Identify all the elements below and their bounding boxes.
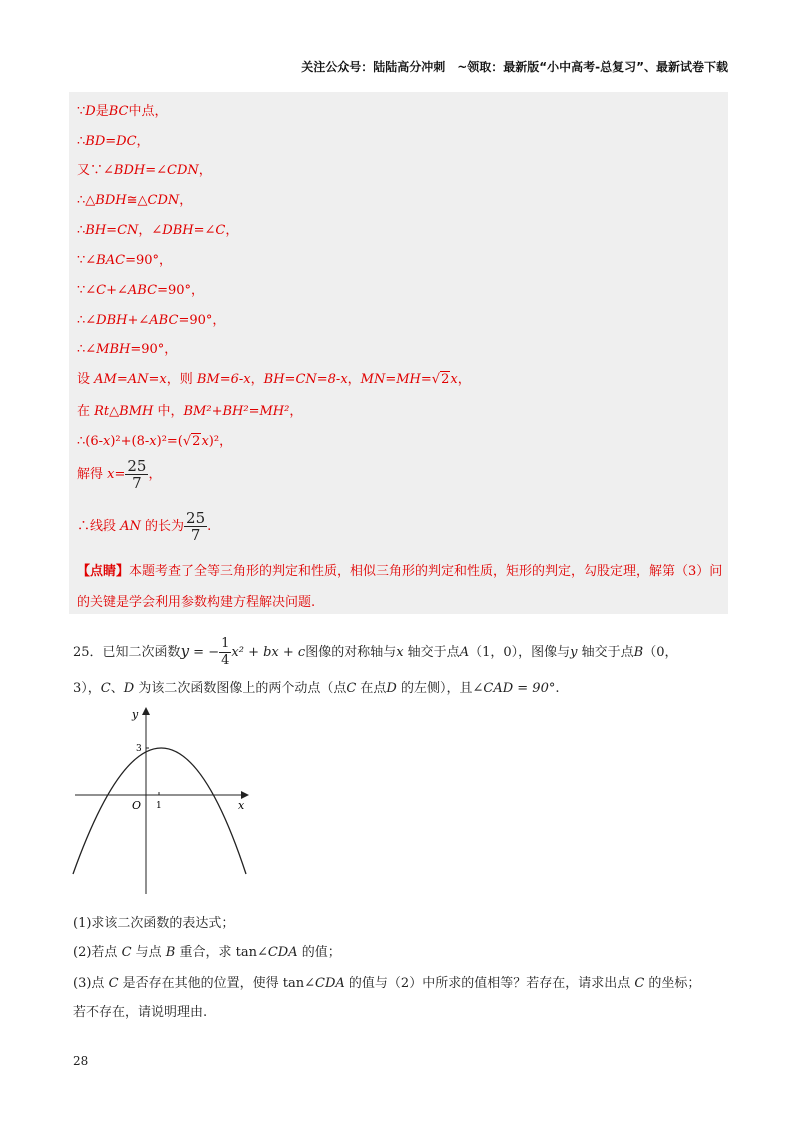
- fraction: $\frac{25}{7}$: [127, 457, 147, 492]
- question-part-3-continued: 若不存在，请说明理由.: [73, 1005, 208, 1020]
- solution-line-6: ∵∠BAC=90°，: [77, 253, 172, 268]
- solution-line-10: 设 AM=AN=x，则 BM=6-x，BH=CN=8-x，MN=MH=√2x，: [77, 372, 471, 387]
- x-axis-label: x: [238, 799, 245, 812]
- solution-line-11: 在 Rt△BMH 中，BM²+BH²=MH²，: [77, 404, 303, 419]
- parabola-graph: [70, 704, 260, 899]
- sqrt-symbol: √2: [182, 434, 201, 449]
- page-header: 关注公众号：陆陆高分冲刺 ~领取：最新版“小中高考-总复习”、最新试卷下载: [301, 60, 728, 74]
- question-part-1: (1)求该二次函数的表达式；: [73, 916, 235, 931]
- question-part-2: (2)若点 C 与点 B 重合，求 tan∠CDA 的值；: [73, 945, 341, 960]
- solution-line-1: ∵D是BC中点，: [77, 104, 168, 119]
- solution-line-7: ∵∠C+∠ABC=90°，: [77, 283, 204, 298]
- solution-box: [69, 92, 728, 614]
- y-axis-label: y: [132, 708, 139, 721]
- question-line-1: 25．已知二次函数y = − $\frac{1}{4}$ x² + bx + c图像的对称轴与x 轴交于点A（1，0），图像与y 轴交于点B（0，: [73, 636, 678, 668]
- solution-line-3: 又∵∠BDH=∠CDN，: [77, 163, 212, 178]
- question-line-2: 3），C、D 为该二次函数图像上的两个动点（点C 在点D 的左侧），且∠CAD = 90°.: [73, 681, 560, 696]
- formula-fraction: $\frac{1}{4}$: [221, 636, 230, 668]
- solution-line-13: 解得 x= $\frac{25}{7}$ ，: [77, 457, 162, 492]
- key-point-note: 【点睛】本题考查了全等三角形的判定和性质，相似三角形的判定和性质，矩形的判定，勾股定理，解第（3）问的关键是学会利用参数构建方程解决问题.: [77, 564, 723, 610]
- solution-line-12: ∴(6-x)²+(8-x)²=(√2x)²，: [77, 434, 233, 449]
- sqrt-symbol: √2: [431, 372, 450, 387]
- solution-line-5: ∴BH=CN，∠DBH=∠C，: [77, 223, 239, 238]
- origin-label: O: [132, 799, 142, 812]
- question-part-3: (3)点 C 是否存在其他的位置，使得 tan∠CDA 的值与（2）中所求的值相等？若存在，请求出点 C 的坐标；: [73, 976, 701, 991]
- fraction: $\frac{25}{7}$: [186, 509, 206, 544]
- solution-line-9: ∴∠MBH=90°，: [77, 342, 178, 357]
- solution-line-14: ∴线段 AN 的长为 $\frac{25}{7}$ .: [77, 509, 212, 544]
- page-number: 28: [73, 1054, 89, 1068]
- solution-line-8: ∴∠DBH+∠ABC=90°，: [77, 313, 226, 328]
- parabola-curve: [73, 748, 246, 874]
- solution-line-4: ∴△BDH≅△CDN，: [77, 193, 193, 208]
- solution-line-2: ∴BD=DC，: [77, 134, 150, 149]
- y-tick-label: 3: [136, 744, 142, 754]
- x-tick-label: 1: [156, 801, 162, 811]
